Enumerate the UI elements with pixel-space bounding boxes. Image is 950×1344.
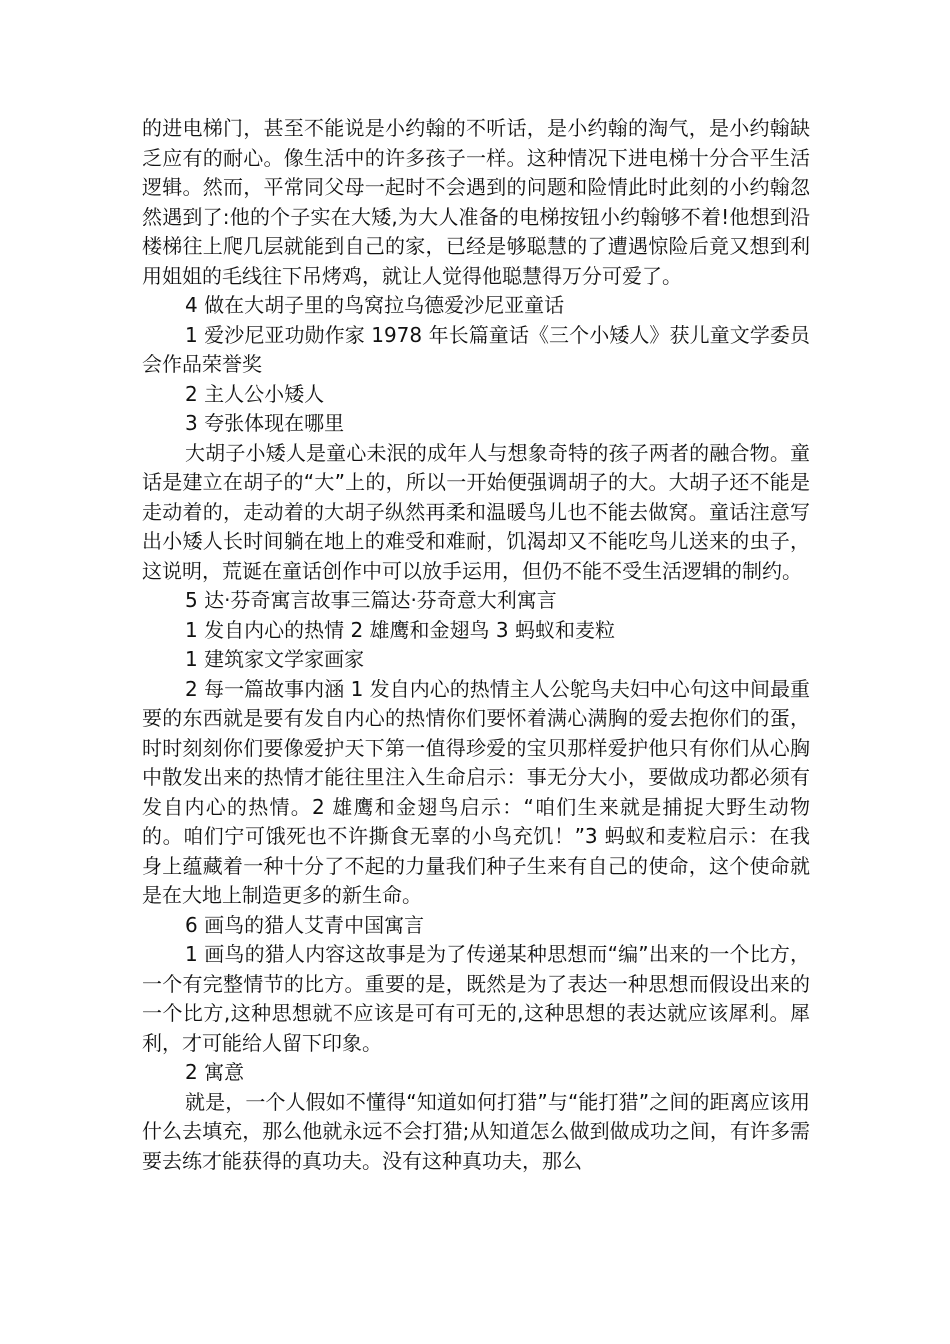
list-item: 1 发自内心的热情 2 雄鹰和金翅鸟 3 蚂蚁和麦粒 <box>185 617 615 642</box>
section-heading: 4 做在大胡子里的鸟窝拉乌德爱沙尼亚童话 <box>185 293 565 317</box>
document-body <box>142 114 810 1176</box>
paragraph: 1 画鸟的猎人内容这故事是为了传递某种思想而“编”出来的一个比方，一个有完整情节的比方。重要的是，既然是为了表达一种思想而假设出来的一个比方,这种思想就不应该是可有可无的,这种思想的表达就应该犀利。犀利，才可能给人留下印象。 <box>142 942 810 1055</box>
paragraph: 大胡子小矮人是童心未泯的成年人与想象奇特的孩子两者的融合物。童话是建立在胡子的“大”上的，所以一开始便强调胡子的大。大胡子还不能是走动着的，走动着的大胡子纵然再柔和温暖鸟儿也不能去做窝。童话注意写出小矮人长时间躺在地上的难受和难耐，饥渴却又不能吃鸟儿送来的虫子，这说明，荒诞在童话创作中可以放手运用，但仍不能不受生活逻辑的制约。 <box>142 440 810 583</box>
list-item: 2 寓意 <box>185 1060 245 1084</box>
list-item: 2 主人公小矮人 <box>185 381 325 406</box>
list-item: 3 夸张体现在哪里 <box>185 411 345 435</box>
section-heading: 6 画鸟的猎人艾青中国寓言 <box>185 912 425 937</box>
paragraph: 2 每一篇故事内涵 1 发自内心的热情主人公鸵鸟夫妇中心句这中间最重要的东西就是要有发自内心的热情你们要怀着满心满胸的爱去抱你们的蛋，时时刻刻你们要像爱护天下第一值得珍爱的宝贝那样爱护他只有你们从心胸中散发出来的热情才能往里注入生命启示：事无分大小，要做成功都必须有发自内心的热情。2 雄鹰和金翅鸟启示：“咱们生来就是捕捉大野生动物的。咱们宁可饿死也不许撕食无辜的小鸟充饥！”3 蚂蚁和麦粒启示：在我身上蕴藏着一种十分了不起的力量我们种子生来有自己的使命，这个使命就是在大地上制造更多的新生命。 <box>142 676 810 907</box>
paragraph: 的进电梯门，甚至不能说是小约翰的不听话，是小约翰的淘气，是小约翰缺乏应有的耐心。像生活中的许多孩子一样。这种情况下进电梯十分合平生活逻辑。然而，平常同父母一起时不会遇到的问题和险情此时此刻的小约翰忽然遇到了:他的个子实在大矮,为大人准备的电梯按钮小约翰够不着!他想到沿楼梯往上爬几层就能到自己的家，已经是够聪慧的了遭遇惊险后竟又想到利用姐姐的毛线往下吊烤鸡，就让人觉得他聪慧得万分可爱了。 <box>142 116 810 288</box>
list-item: 1 建筑家文学家画家 <box>185 647 365 671</box>
section-heading: 5 达·芬奇寓言故事三篇达·芬奇意大利寓言 <box>185 588 557 612</box>
paragraph: 就是，一个人假如不懂得“知道如何打猎”与“能打猎”之间的距离应该用什么去填充，那么他就永远不会打猎;从知道怎么做到做成功之间，有许多需要去练才能获得的真功夫。没有这种真功夫，那么 <box>142 1089 810 1173</box>
list-item: 1 爱沙尼亚功勋作家 1978 年长篇童话《三个小矮人》获儿童文学委员会作品荣誉奖 <box>142 322 810 376</box>
